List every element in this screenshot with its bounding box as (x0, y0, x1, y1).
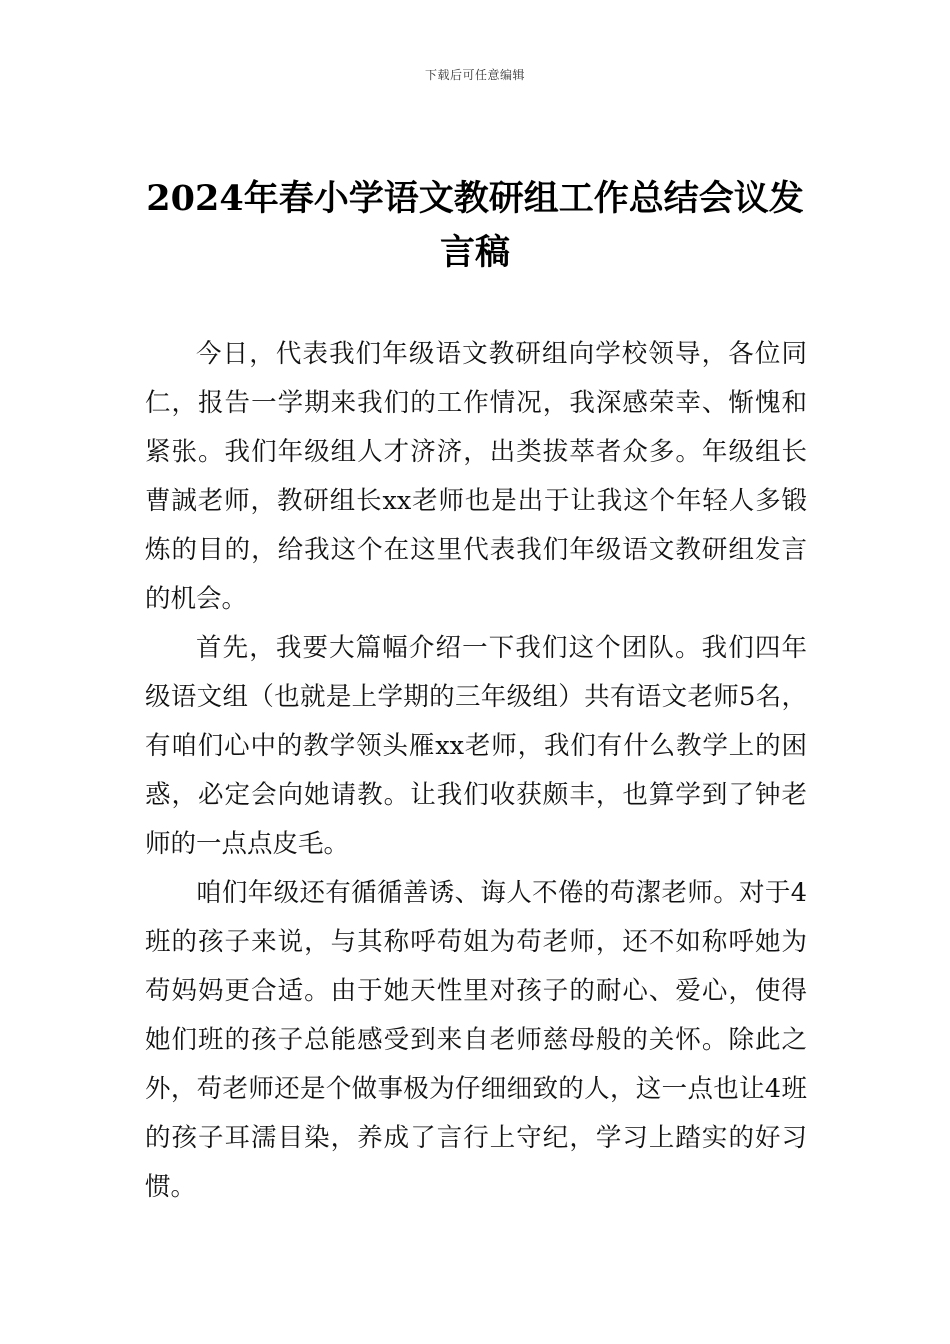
paragraph-1: 今日，代表我们年级语文教研组向学校领导，各位同仁，报告一学期来我们的工作情况，我深感荣幸、惭愧和紧张。我们年级组人才济济，出类拔萃者众多。年级组长曹誠老师，教研组长xx老师也是出于让我这个年轻人多锻炼的目的，给我这个在这里代表我们年级语文教研组发言的机会。 (145, 339, 807, 614)
paragraph-2: 首先，我要大篇幅介绍一下我们这个团队。我们四年级语文组（也就是上学期的三年级组）共有语文老师5名，有咱们心中的教学领头雁xx老师，我们有什么教学上的困惑，必定会向她请教。让我们收获颇丰，也算学到了钟老师的一点点皮毛。 (145, 633, 807, 859)
document-body (145, 330, 807, 1212)
paragraph-3: 咱们年级还有循循善诱、诲人不倦的苟潔老师。对于4班的孩子来说，与其称呼苟姐为苟老师，还不如称呼她为苟妈妈更合适。由于她天性里对孩子的耐心、爱心，使得她们班的孩子总能感受到来自老师慈母般的关怀。除此之外，苟老师还是个做事极为仔细细致的人，这一点也让4班的孩子耳濡目染，养成了言行上守纪，学习上踏实的好习惯。 (145, 878, 807, 1202)
header-note: 下载后可任意编辑 (424, 68, 525, 82)
document-title: 2024年春小学语文教研组工作总结会议发言稿 (146, 178, 804, 273)
